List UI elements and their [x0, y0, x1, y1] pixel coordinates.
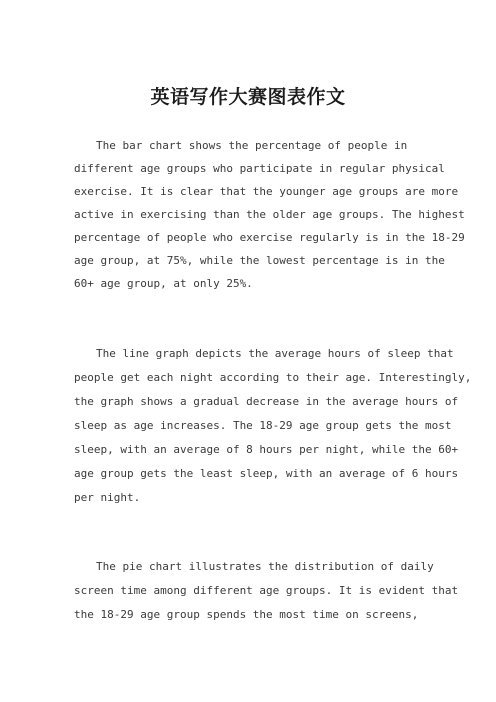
paragraph-line: The line graph depicts the average hours of sleep that [96, 347, 454, 360]
paragraph-line: the graph shows a gradual decrease in the average hours of [74, 395, 459, 408]
paragraph-line: people get each night according to their age. Interestingly, [74, 371, 472, 384]
document-title: 英语写作大赛图表作文 [150, 86, 346, 108]
paragraph-line: different age groups who participate in regular physical [74, 162, 445, 175]
paragraph-line: The pie chart illustrates the distribution of daily [96, 560, 434, 573]
paragraph-line: screen time among different age groups. It is evident that [74, 584, 459, 597]
paragraph-line: sleep as age increases. The 18-29 age group gets the most [74, 419, 452, 432]
paragraph-line: per night. [74, 491, 141, 504]
paragraph-line: The bar chart shows the percentage of people in [96, 139, 408, 152]
paragraph-line: the 18-29 age group spends the most time on screens, [74, 608, 419, 621]
paragraph-line: percentage of people who exercise regularly is in the 18-29 [74, 231, 465, 244]
paragraph-line: active in exercising than the older age groups. The highest [74, 208, 465, 221]
paragraph-line: exercise. It is clear that the younger age groups are more [74, 185, 459, 198]
paragraph-line: 60+ age group, at only 25%. [74, 277, 253, 290]
paragraph-line: age group gets the least sleep, with an average of 6 hours [74, 467, 459, 480]
paragraph-line: sleep, with an average of 8 hours per night, while the 60+ [74, 443, 459, 456]
paragraph-line: age group, at 75%, while the lowest percentage is in the [74, 254, 445, 267]
